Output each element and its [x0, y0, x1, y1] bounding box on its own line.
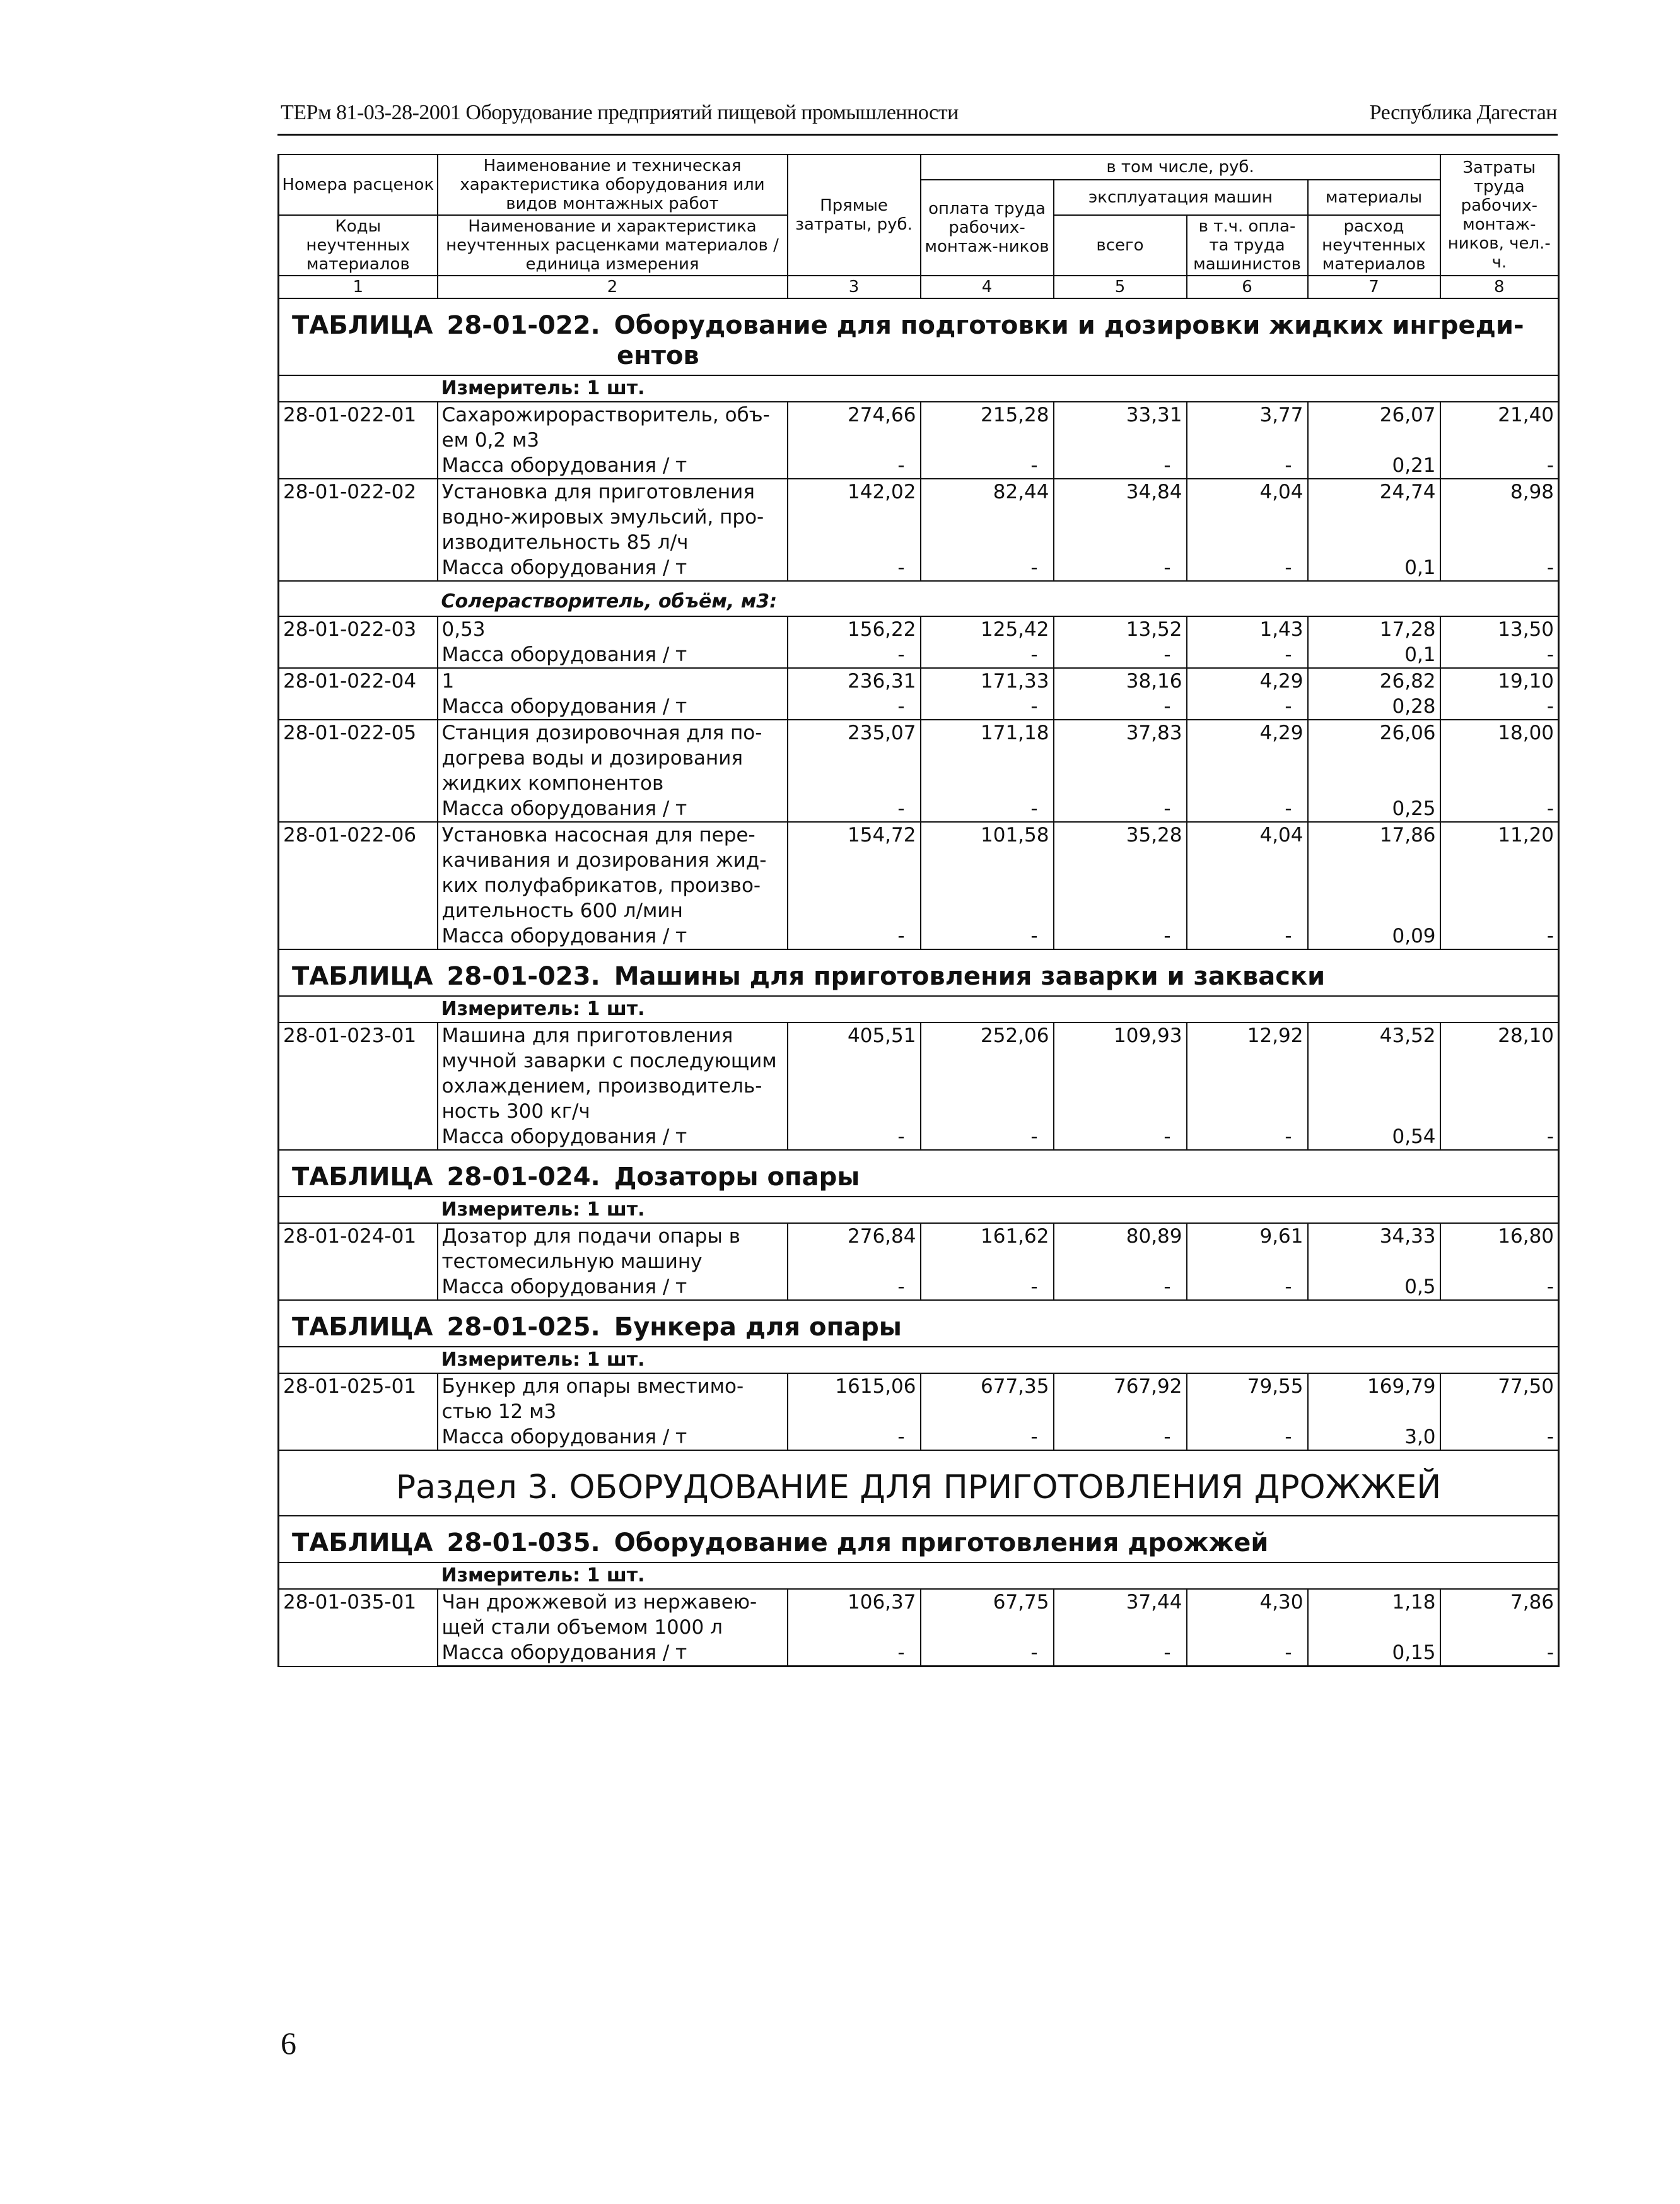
rate-description-line: изводительность 85 л/ч [441, 531, 689, 554]
col-number-3: 3 [788, 276, 921, 298]
rate-code: 28-01-022-06 [279, 822, 438, 949]
col-number-4: 4 [921, 276, 1054, 298]
rate-description-line: тестомесильную машину [441, 1250, 703, 1273]
value-col-4: 161,62 [921, 1223, 1054, 1274]
dash-cell: - [921, 1274, 1054, 1300]
running-header-region: Республика Дагестан [1369, 101, 1557, 124]
value-col-4: 171,33 [921, 668, 1054, 694]
unit-spacer [279, 996, 438, 1023]
rate-code: 28-01-022-02 [279, 479, 438, 581]
mass-label: Масса оборудования / т [438, 642, 788, 668]
table-title-text: Дозаторы опары [614, 1163, 860, 1192]
col-number-5: 5 [1054, 276, 1187, 298]
rate-description-line: Чан дрожжевой из нержавею- [441, 1591, 757, 1614]
table-row [279, 1023, 1559, 1124]
rate-description-line: Станция дозировочная для по- [441, 722, 762, 744]
value-col-4: 101,58 [921, 822, 1054, 923]
value-col-8: 18,00 [1440, 720, 1559, 796]
value-col-3: 235,07 [788, 720, 921, 796]
mass-value: 0,5 [1308, 1274, 1440, 1300]
col-number-6: 6 [1187, 276, 1308, 298]
table-title-row [279, 1300, 1559, 1347]
col-number-8: 8 [1440, 276, 1559, 298]
mass-row [279, 1124, 1559, 1150]
table-code: 28-01-022. [446, 311, 600, 340]
rate-description [438, 720, 788, 796]
dash-cell: - [788, 694, 921, 720]
dash-cell: - [1440, 555, 1559, 581]
value-col-7: 1,18 [1308, 1589, 1440, 1640]
rate-description-line: Установка для приготовления [441, 481, 755, 503]
value-col-3: 274,66 [788, 402, 921, 453]
dash-cell: - [1440, 1640, 1559, 1667]
rate-code: 28-01-022-03 [279, 616, 438, 668]
dash-cell: - [921, 1424, 1054, 1450]
running-header-title: ТЕРм 81-03-28-2001 Оборудование предприятий пищевой промышленности [281, 101, 959, 124]
table-label: ТАБЛИЦА [292, 1163, 433, 1192]
mass-label: Масса оборудования / т [438, 1274, 788, 1300]
rate-description-line: ких полуфабрикатов, произво- [441, 874, 761, 897]
table-title-row [279, 1150, 1559, 1197]
dash-cell: - [1054, 923, 1187, 949]
rate-code: 28-01-024-01 [279, 1223, 438, 1300]
table-row [279, 479, 1559, 555]
dash-cell: - [1440, 453, 1559, 479]
rate-description-line: 1 [441, 670, 455, 693]
value-col-8: 13,50 [1440, 616, 1559, 642]
value-col-8: 28,10 [1440, 1023, 1559, 1124]
value-col-5: 38,16 [1054, 668, 1187, 694]
value-col-6: 4,04 [1187, 479, 1308, 555]
dash-cell: - [1054, 642, 1187, 668]
dash-cell: - [1187, 555, 1308, 581]
dash-cell: - [1054, 1424, 1187, 1450]
rate-description-line: качивания и дозирования жид- [441, 849, 767, 872]
rate-description-line: ем 0,2 м3 [441, 429, 540, 452]
table-row [279, 720, 1559, 796]
table-row [279, 1373, 1559, 1424]
table-title-text: Бункера для опары [614, 1313, 902, 1342]
rate-description [438, 668, 788, 694]
rate-description [438, 822, 788, 923]
value-col-8: 11,20 [1440, 822, 1559, 923]
mass-value: 0,21 [1308, 453, 1440, 479]
value-col-7: 26,06 [1308, 720, 1440, 796]
mass-row [279, 642, 1559, 668]
unit-row [279, 996, 1559, 1023]
unit-row [279, 1347, 1559, 1373]
dash-cell: - [788, 1424, 921, 1450]
table-label: ТАБЛИЦА [292, 311, 433, 340]
table-code: 28-01-025. [446, 1313, 600, 1342]
value-col-8: 8,98 [1440, 479, 1559, 555]
unit-spacer [279, 1562, 438, 1589]
unit-label: Измеритель: 1 шт. [438, 1347, 1559, 1373]
value-col-5: 37,83 [1054, 720, 1187, 796]
value-col-4: 677,35 [921, 1373, 1054, 1424]
rate-description-line: стью 12 м3 [441, 1400, 557, 1423]
dash-cell: - [1187, 1424, 1308, 1450]
value-col-4: 215,28 [921, 402, 1054, 453]
col-codes-header: Номера расценок [279, 155, 438, 215]
mass-label: Масса оборудования / т [438, 796, 788, 822]
unit-label: Измеритель: 1 шт. [438, 1562, 1559, 1589]
value-col-7: 169,79 [1308, 1373, 1440, 1424]
value-col-6: 1,43 [1187, 616, 1308, 642]
table-row [279, 402, 1559, 453]
value-col-3: 156,22 [788, 616, 921, 642]
rate-description [438, 1223, 788, 1274]
mass-value: 0,15 [1308, 1640, 1440, 1667]
dash-cell: - [1054, 694, 1187, 720]
value-col-5: 13,52 [1054, 616, 1187, 642]
dash-cell: - [921, 694, 1054, 720]
rate-description [438, 1373, 788, 1424]
dash-cell: - [1187, 1640, 1308, 1667]
col-name-header: Наименование и техническая характеристика оборудования или видов монтажных работ [438, 155, 788, 215]
dash-cell: - [921, 555, 1054, 581]
unit-row [279, 375, 1559, 402]
mass-value: 0,28 [1308, 694, 1440, 720]
value-col-3: 276,84 [788, 1223, 921, 1274]
mass-value: 0,1 [1308, 555, 1440, 581]
rate-description [438, 1589, 788, 1640]
value-col-4: 82,44 [921, 479, 1054, 555]
value-col-4: 125,42 [921, 616, 1054, 642]
rate-code: 28-01-035-01 [279, 1589, 438, 1667]
value-col-3: 142,02 [788, 479, 921, 555]
col-material-name-header: Наименование и характеристика неучтенных расценками материалов / единица измерения [438, 215, 788, 276]
mass-value: 0,1 [1308, 642, 1440, 668]
mass-label: Масса оборудования / т [438, 555, 788, 581]
unit-spacer [279, 1347, 438, 1373]
table-title-text: Машины для приготовления заварки и закваски [614, 962, 1326, 991]
table-label: ТАБЛИЦА [292, 1313, 433, 1342]
dash-cell: - [1187, 453, 1308, 479]
dash-cell: - [1054, 453, 1187, 479]
value-col-8: 7,86 [1440, 1589, 1559, 1640]
unit-label: Измеритель: 1 шт. [438, 1197, 1559, 1223]
value-col-5: 80,89 [1054, 1223, 1187, 1274]
dash-cell: - [1440, 796, 1559, 822]
value-col-6: 4,29 [1187, 668, 1308, 694]
value-col-6: 9,61 [1187, 1223, 1308, 1274]
dash-cell: - [921, 923, 1054, 949]
table-code: 28-01-023. [446, 962, 600, 991]
price-table [277, 154, 1560, 1667]
unit-spacer [279, 375, 438, 402]
col-machines-header: эксплуатация машин [1054, 180, 1308, 215]
value-col-3: 1615,06 [788, 1373, 921, 1424]
rate-description-line: 0,53 [441, 618, 486, 641]
dash-cell: - [788, 1640, 921, 1667]
rate-description-line: водно-жировых эмульсий, про- [441, 506, 764, 529]
value-col-3: 405,51 [788, 1023, 921, 1124]
value-col-5: 34,84 [1054, 479, 1187, 555]
table-body [279, 298, 1559, 1667]
mass-label: Масса оборудования / т [438, 453, 788, 479]
value-col-5: 109,93 [1054, 1023, 1187, 1124]
mass-label: Масса оборудования / т [438, 923, 788, 949]
rate-description-line: Сахарожирорастворитель, объ- [441, 404, 770, 426]
dash-cell: - [1440, 694, 1559, 720]
value-col-8: 16,80 [1440, 1223, 1559, 1274]
rate-description-line: ность 300 кг/ч [441, 1100, 590, 1123]
col-direct-costs-header: Прямые затраты, руб. [788, 155, 921, 276]
dash-cell: - [1440, 1124, 1559, 1150]
unit-row [279, 1197, 1559, 1223]
rate-description [438, 479, 788, 555]
dash-cell: - [1054, 796, 1187, 822]
dash-cell: - [1187, 796, 1308, 822]
table-row [279, 822, 1559, 923]
mass-value: 0,54 [1308, 1124, 1440, 1150]
dash-cell: - [1187, 1124, 1308, 1150]
col-number-2: 2 [438, 276, 788, 298]
value-col-3: 106,37 [788, 1589, 921, 1640]
dash-cell: - [788, 796, 921, 822]
header-rule [277, 134, 1558, 136]
value-col-7: 24,74 [1308, 479, 1440, 555]
dash-cell: - [921, 1640, 1054, 1667]
table-title [279, 1300, 1559, 1347]
rate-code: 28-01-022-01 [279, 402, 438, 479]
unit-spacer [279, 1197, 438, 1223]
dash-cell: - [921, 1124, 1054, 1150]
rate-description [438, 402, 788, 453]
rate-code: 28-01-022-04 [279, 668, 438, 720]
dash-cell: - [788, 1124, 921, 1150]
unit-label: Измеритель: 1 шт. [438, 375, 1559, 402]
col-machinist-wages-header: в т.ч. опла-та труда машинистов [1187, 215, 1308, 276]
value-col-5: 35,28 [1054, 822, 1187, 923]
dash-cell: - [788, 453, 921, 479]
col-wages-header: оплата труда рабочих-монтаж-ников [921, 180, 1054, 276]
rate-code: 28-01-022-05 [279, 720, 438, 822]
table-title-row [279, 949, 1559, 996]
value-col-7: 26,82 [1308, 668, 1440, 694]
table-title-text: Оборудование для приготовления дрожжей [614, 1528, 1269, 1557]
table-title-text-cont: ентов [617, 341, 699, 370]
value-col-3: 236,31 [788, 668, 921, 694]
rate-description-line: мучной заварки с последующим [441, 1050, 777, 1072]
table-row [279, 668, 1559, 694]
value-col-6: 12,92 [1187, 1023, 1308, 1124]
mass-row [279, 453, 1559, 479]
mass-row [279, 1640, 1559, 1667]
rate-description-line: жидких компонентов [441, 772, 664, 795]
mass-value: 3,0 [1308, 1424, 1440, 1450]
value-col-6: 4,30 [1187, 1589, 1308, 1640]
value-col-6: 4,04 [1187, 822, 1308, 923]
dash-cell: - [1187, 642, 1308, 668]
value-col-8: 19,10 [1440, 668, 1559, 694]
mass-label: Масса оборудования / т [438, 1124, 788, 1150]
value-col-8: 21,40 [1440, 402, 1559, 453]
table-label: ТАБЛИЦА [292, 1528, 433, 1557]
dash-cell: - [788, 923, 921, 949]
col-machines-total-header: всего [1054, 215, 1187, 276]
value-col-6: 79,55 [1187, 1373, 1308, 1424]
table-title [279, 1150, 1559, 1197]
value-col-7: 26,07 [1308, 402, 1440, 453]
dash-cell: - [1054, 1124, 1187, 1150]
col-group-header: в том числе, руб. [921, 155, 1440, 180]
rate-description-line: догрева воды и дозирования [441, 747, 744, 770]
subheading-row [279, 581, 1559, 616]
section-heading-row [279, 1450, 1559, 1516]
col-material-codes-header: Коды неучтенных материалов [279, 215, 438, 276]
value-col-7: 17,28 [1308, 616, 1440, 642]
dash-cell: - [1187, 694, 1308, 720]
dash-cell: - [1187, 1274, 1308, 1300]
table-label: ТАБЛИЦА [292, 962, 433, 991]
value-col-7: 17,86 [1308, 822, 1440, 923]
dash-cell: - [1440, 642, 1559, 668]
dash-cell: - [1440, 1424, 1559, 1450]
dash-cell: - [921, 642, 1054, 668]
page-number: 6 [281, 2025, 296, 2061]
rate-code: 28-01-025-01 [279, 1373, 438, 1450]
value-col-6: 4,29 [1187, 720, 1308, 796]
value-col-4: 252,06 [921, 1023, 1054, 1124]
table-title [279, 298, 1559, 375]
subheading: Солерастворитель, объём, м3: [438, 581, 1559, 616]
rate-description-line: щей стали объемом 1000 л [441, 1616, 723, 1639]
table-title-text: Оборудование для подготовки и дозировки жидких ингреди- [614, 311, 1524, 340]
dash-cell: - [788, 642, 921, 668]
value-col-7: 43,52 [1308, 1023, 1440, 1124]
rate-description-line: Машина для приготовления [441, 1024, 733, 1047]
rate-description-line: Дозатор для подачи опары в [441, 1225, 740, 1248]
value-col-4: 67,75 [921, 1589, 1054, 1640]
dash-cell: - [921, 796, 1054, 822]
table-title [279, 949, 1559, 996]
column-numbers-row [279, 276, 1559, 298]
table-code: 28-01-035. [446, 1528, 600, 1557]
section-heading: Раздел 3. ОБОРУДОВАНИЕ ДЛЯ ПРИГОТОВЛЕНИЯ ДРОЖЖЕЙ [279, 1450, 1559, 1516]
col-number-7: 7 [1308, 276, 1440, 298]
dash-cell: - [1054, 1274, 1187, 1300]
mass-row [279, 796, 1559, 822]
rate-description-line: Установка насосная для пере- [441, 824, 755, 847]
dash-cell: - [788, 555, 921, 581]
value-col-4: 171,18 [921, 720, 1054, 796]
col-labor-header: Затраты труда рабочих-монтаж-ников, чел.-ч. [1440, 155, 1559, 276]
table-row [279, 1223, 1559, 1274]
table-code: 28-01-024. [446, 1163, 600, 1192]
table-title [279, 1516, 1559, 1562]
unit-label: Измеритель: 1 шт. [438, 996, 1559, 1023]
table-row [279, 616, 1559, 642]
value-col-6: 3,77 [1187, 402, 1308, 453]
value-col-5: 37,44 [1054, 1589, 1187, 1640]
mass-row [279, 694, 1559, 720]
mass-row [279, 555, 1559, 581]
mass-row [279, 923, 1559, 949]
mass-label: Масса оборудования / т [438, 1424, 788, 1450]
dash-cell: - [788, 1274, 921, 1300]
dash-cell: - [921, 453, 1054, 479]
table-title-row [279, 1516, 1559, 1562]
subheading-spacer [279, 581, 438, 616]
unit-row [279, 1562, 1559, 1589]
rate-description-line: дительность 600 л/мин [441, 900, 683, 922]
dash-cell: - [1187, 923, 1308, 949]
mass-value: 0,09 [1308, 923, 1440, 949]
table-title-row [279, 298, 1559, 375]
table-row [279, 1589, 1559, 1640]
dash-cell: - [1440, 923, 1559, 949]
value-col-7: 34,33 [1308, 1223, 1440, 1274]
col-material-use-header: расход неучтенных материалов [1308, 215, 1440, 276]
dash-cell: - [1054, 1640, 1187, 1667]
col-materials-header: материалы [1308, 180, 1440, 215]
mass-value: 0,25 [1308, 796, 1440, 822]
mass-row [279, 1424, 1559, 1450]
mass-row [279, 1274, 1559, 1300]
value-col-3: 154,72 [788, 822, 921, 923]
rate-description-line: охлаждением, производитель- [441, 1075, 762, 1098]
mass-label: Масса оборудования / т [438, 694, 788, 720]
rate-description [438, 616, 788, 642]
dash-cell: - [1440, 1274, 1559, 1300]
rate-description [438, 1023, 788, 1124]
rate-description-line: Бункер для опары вместимо- [441, 1375, 744, 1398]
value-col-8: 77,50 [1440, 1373, 1559, 1424]
col-number-1: 1 [279, 276, 438, 298]
rate-code: 28-01-023-01 [279, 1023, 438, 1150]
dash-cell: - [1054, 555, 1187, 581]
value-col-5: 767,92 [1054, 1373, 1187, 1424]
value-col-5: 33,31 [1054, 402, 1187, 453]
table-header [279, 155, 1559, 298]
mass-label: Масса оборудования / т [438, 1640, 788, 1667]
